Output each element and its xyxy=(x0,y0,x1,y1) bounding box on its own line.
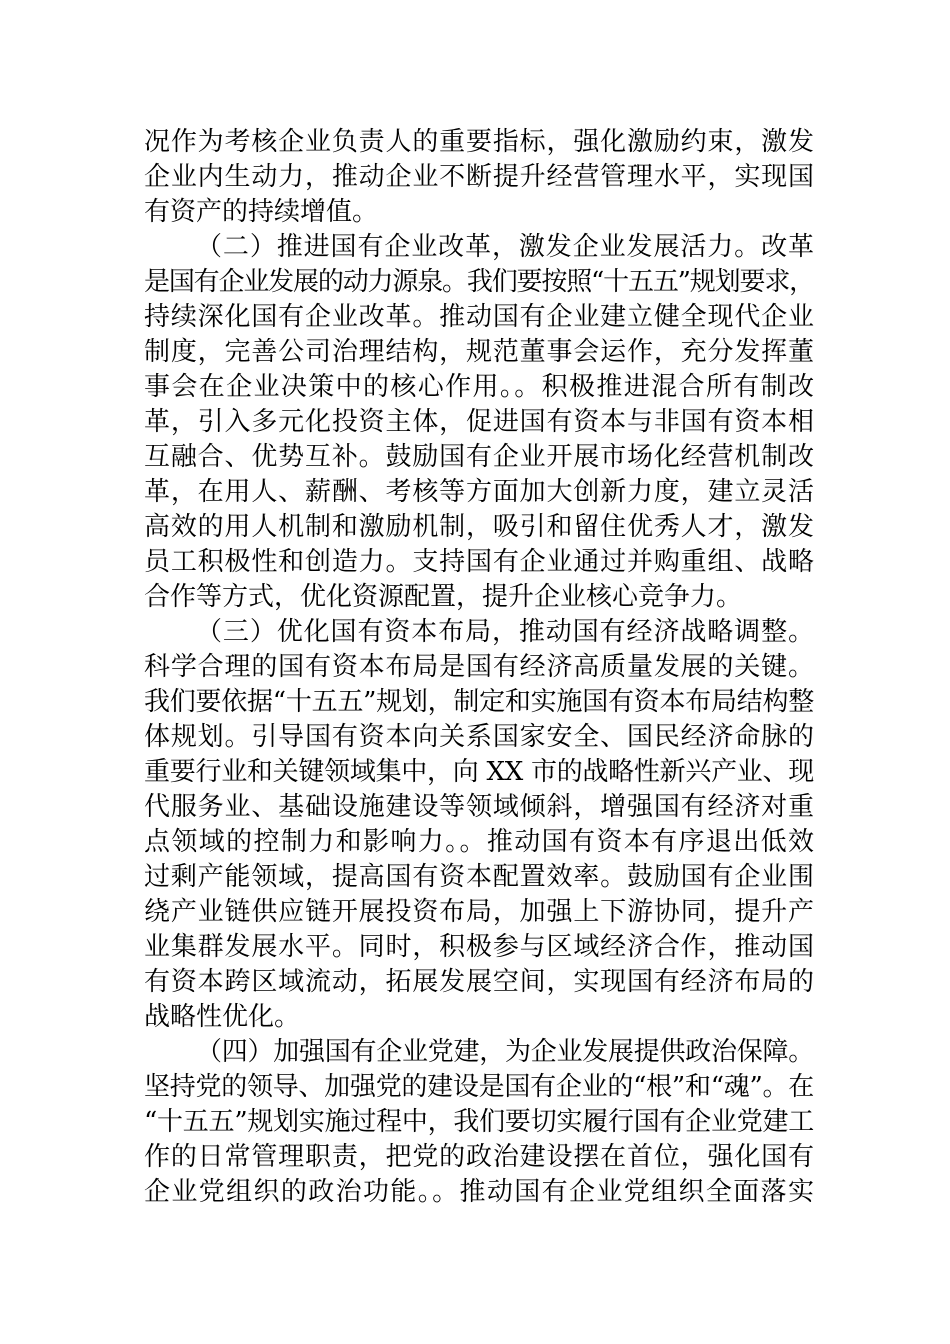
text-line: 况作为考核企业负责人的重要指标，强化激励约束，激发 xyxy=(144,127,814,157)
text-line: 企业内生动力，推动企业不断提升经营管理水平，实现国 xyxy=(144,162,814,192)
paragraph-heading-line: （三）优化国有资本布局，推动国有经济战略调整。 xyxy=(196,617,814,647)
text-line: 企业党组织的政治功能。。推动国有企业党组织全面落实 xyxy=(144,1177,814,1207)
text-line: 坚持党的领导、加强党的建设是国有企业的“根”和“魂”。在 xyxy=(144,1072,814,1102)
paragraph-heading-line: （二）推进国有企业改革，激发企业发展活力。改革 xyxy=(196,232,814,262)
text-line: “十五五”规划实施过程中，我们要切实履行国有企业党建工 xyxy=(144,1107,814,1137)
text-line: 过剩产能领域，提高国有资本配置效率。鼓励国有企业围 xyxy=(144,862,814,892)
text-line: 有资本跨区域流动，拓展发展空间，实现国有经济布局的 xyxy=(144,967,814,997)
text-line: 我们要依据“十五五”规划，制定和实施国有资本布局结构整 xyxy=(144,687,814,717)
text-line: 重要行业和关键领域集中，向 XX 市的战略性新兴产业、现 xyxy=(144,757,814,787)
text-line: 作的日常管理职责，把党的政治建设摆在首位，强化国有 xyxy=(144,1142,814,1172)
body-text xyxy=(144,125,814,1210)
text-line: 战略性优化。 xyxy=(144,1002,301,1032)
text-line: 体规划。引导国有资本向关系国家安全、国民经济命脉的 xyxy=(144,722,814,752)
text-line: 是国有企业发展的动力源泉。我们要按照“十五五”规划要求， xyxy=(144,267,814,297)
text-line: 持续深化国有企业改革。推动国有企业建立健全现代企业 xyxy=(144,302,814,332)
text-line: 制度，完善公司治理结构，规范董事会运作，充分发挥董 xyxy=(144,337,814,367)
text-line: 科学合理的国有资本布局是国有经济高质量发展的关键。 xyxy=(144,652,814,682)
text-line: 业集群发展水平。同时，积极参与区域经济合作，推动国 xyxy=(144,932,814,962)
text-line: 革，在用人、薪酬、考核等方面加大创新力度，建立灵活 xyxy=(144,477,814,507)
text-line: 绕产业链供应链开展投资布局，加强上下游协同，提升产 xyxy=(144,897,814,927)
text-line: 点领域的控制力和影响力。。推动国有资本有序退出低效 xyxy=(144,827,814,857)
text-line: 有资产的持续增值。 xyxy=(144,197,379,227)
text-line: 互融合、优势互补。鼓励国有企业开展市场化经营机制改 xyxy=(144,442,814,472)
text-line: 高效的用人机制和激励机制，吸引和留住优秀人才，激发 xyxy=(144,512,814,542)
text-line: 员工积极性和创造力。支持国有企业通过并购重组、战略 xyxy=(144,547,814,577)
text-line: 代服务业、基础设施建设等领域倾斜，增强国有经济对重 xyxy=(144,792,814,822)
text-line: 合作等方式，优化资源配置，提升企业核心竞争力。 xyxy=(144,582,743,612)
text-line: 革，引入多元化投资主体，促进国有资本与非国有资本相 xyxy=(144,407,814,437)
paragraph-heading-line: （四）加强国有企业党建，为企业发展提供政治保障。 xyxy=(196,1037,814,1067)
text-line: 事会在企业决策中的核心作用。。积极推进混合所有制改 xyxy=(144,372,814,402)
